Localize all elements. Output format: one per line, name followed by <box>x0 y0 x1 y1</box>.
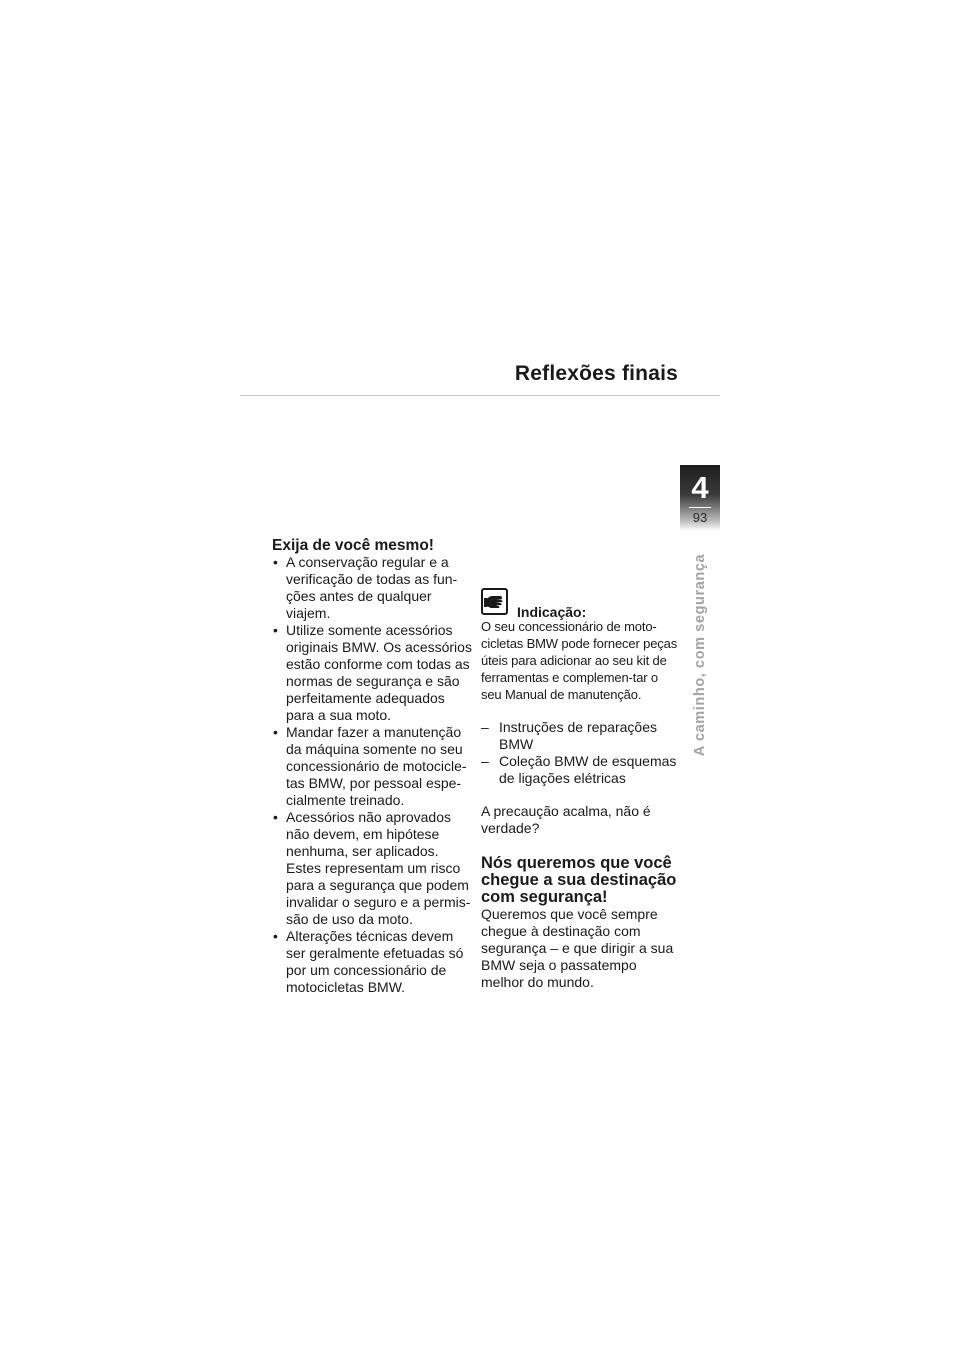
right-column <box>481 585 681 991</box>
chapter-tab <box>680 465 720 531</box>
left-column <box>272 537 472 996</box>
header-divider <box>240 395 720 396</box>
chapter-number: 4 <box>691 470 709 505</box>
requirements-list <box>272 554 472 996</box>
closing-text: Queremos que você sempre chegue à destinação com segurança – e que dirigir a sua BMW seja o passatempo melhor do mundo. <box>481 906 674 990</box>
list-item: • A conservação regular e a verificação de todas as fun-ções antes de qualquer viajem. <box>272 554 472 622</box>
question-text: A precaução acalma, não é verdade? <box>481 803 651 836</box>
list-item: • Mandar fazer a manutenção da máquina somente no seu concessionário de motocicle-tas BMW, por pessoal espe-cialmente treinado. <box>272 724 472 809</box>
page-title: Reflexões finais <box>514 362 678 385</box>
section-heading: Exija de você mesmo! <box>272 537 434 554</box>
note-title: Indicação: <box>517 604 587 620</box>
page-number: 93 <box>692 510 708 525</box>
list-item: • Alterações técnicas devem ser geralmente efetuadas só por um concessionário de motocicletas BMW. <box>272 928 472 996</box>
closing-heading: Nós queremos que você chegue a sua destinação com segurança! <box>481 854 677 906</box>
chapter-side-label: A caminho, com segurança <box>692 553 708 757</box>
literature-list <box>481 719 681 787</box>
list-item: • Utilize somente acessórios originais BMW. Os acessórios estão conforme com todas as normas de segurança e são perfeitamente adequados para a sua moto. <box>272 622 472 724</box>
chapter-tab-divider <box>689 507 711 508</box>
note-hand-icon <box>481 588 508 615</box>
list-item: • Acessórios não aprovados não devem, em hipótese nenhuma, ser aplicados. Estes representam um risco para a segurança que podem invalidar o seguro e a permis-são de uso da moto. <box>272 809 472 928</box>
note-header <box>481 585 681 618</box>
note-text: O seu concessionário de moto-cicletas BMW pode fornecer peças úteis para adicionar ao seu kit de ferramentas e complemen-tar o seu Manual de manutenção. <box>481 619 678 702</box>
list-item: – Coleção BMW de esquemas de ligações elétricas <box>481 753 681 787</box>
list-item: – Instruções de reparações BMW <box>481 719 681 753</box>
